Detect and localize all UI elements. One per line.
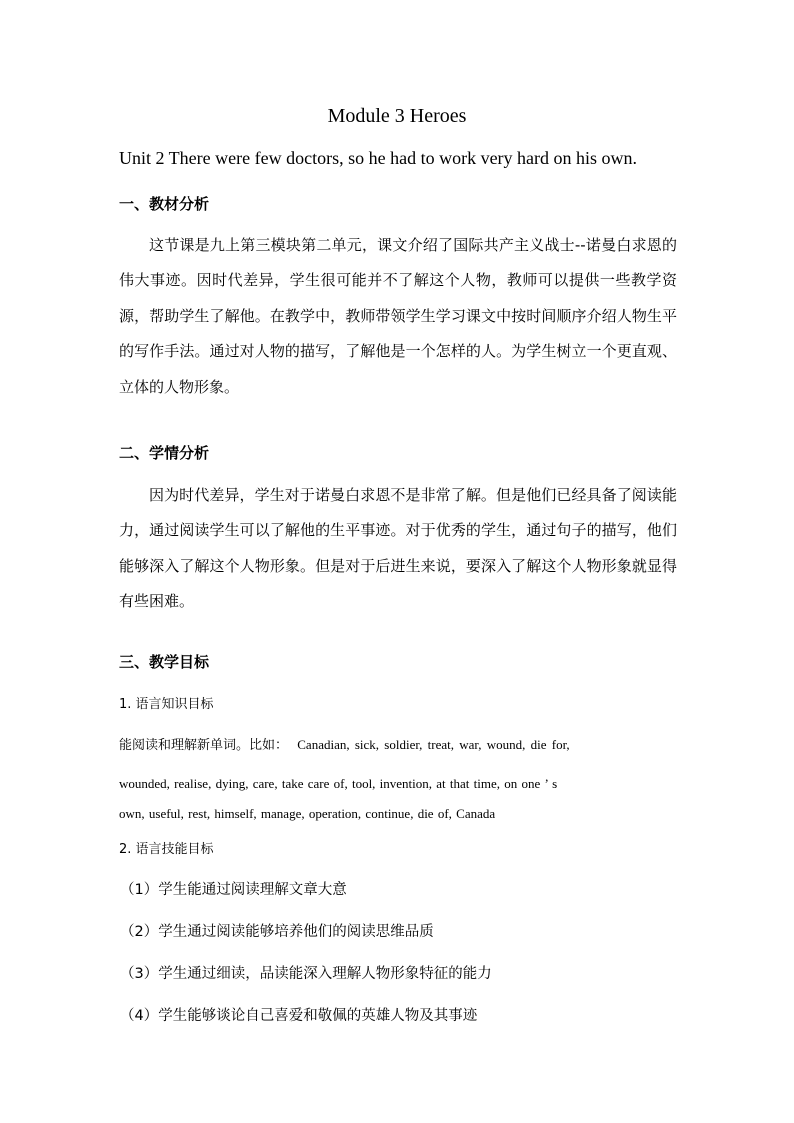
- goal-language-knowledge-title: 1. 语言知识目标: [119, 697, 214, 712]
- textbook-analysis-paragraph: 这节课是九上第三模块第二单元，课文介绍了国际共产主义战士--诺曼白求恩的伟大事迹。因时代差异，学生很可能并不了解这个人物，教师可以提供一些教学资源，帮助学生了解他。在教学中，教师带领学生学习课文中按时间顺序介绍人物生平的写作手法。通过对人物的描写，了解他是一个怎样的人。为学生树立一个更直观、立体的人物形象。: [119, 236, 677, 396]
- vocab-line-1: [119, 734, 675, 753]
- skill-item-3: （3）学生通过细读，品读能深入理解人物形象特征的能力: [120, 966, 492, 982]
- goal-language-skills-title: 2. 语言技能目标: [119, 842, 214, 857]
- vocab-line-3: own, useful, rest, himself, manage, operation, continue, die of, Canada: [119, 806, 496, 821]
- document-title: Module 3 Heroes: [327, 105, 467, 127]
- skill-item-2: （2）学生通过阅读能够培养他们的阅读思维品质: [120, 924, 434, 940]
- vocab-words-1: Canadian, sick, soldier, treat, war, wound, die for,: [297, 737, 570, 752]
- skill-item-1: （1）学生能通过阅读理解文章大意: [120, 882, 347, 898]
- unit-subtitle: Unit 2 There were few doctors, so he had to work very hard on his own.: [119, 148, 638, 168]
- student-analysis-paragraph: 因为时代差异，学生对于诺曼白求恩不是非常了解。但是他们已经具备了阅读能力，通过阅读学生可以了解他的生平事迹。对于优秀的学生，通过句子的描写，他们能够深入了解这个人物形象。但是对于后进生来说，要深入了解这个人物形象就显得有些困难。: [119, 486, 677, 611]
- section-heading-textbook-analysis: 一、教材分析: [119, 195, 210, 213]
- section-heading-student-analysis: 二、学情分析: [119, 444, 210, 462]
- section-heading-teaching-goals: 三、教学目标: [119, 653, 210, 671]
- vocab-intro: 能阅读和理解新单词。比如：: [119, 738, 289, 753]
- skill-item-4: （4）学生能够谈论自己喜爱和敬佩的英雄人物及其事迹: [120, 1008, 478, 1024]
- vocab-line-2: wounded, realise, dying, care, take care of, tool, invention, at that time, on one ’ s: [119, 776, 558, 791]
